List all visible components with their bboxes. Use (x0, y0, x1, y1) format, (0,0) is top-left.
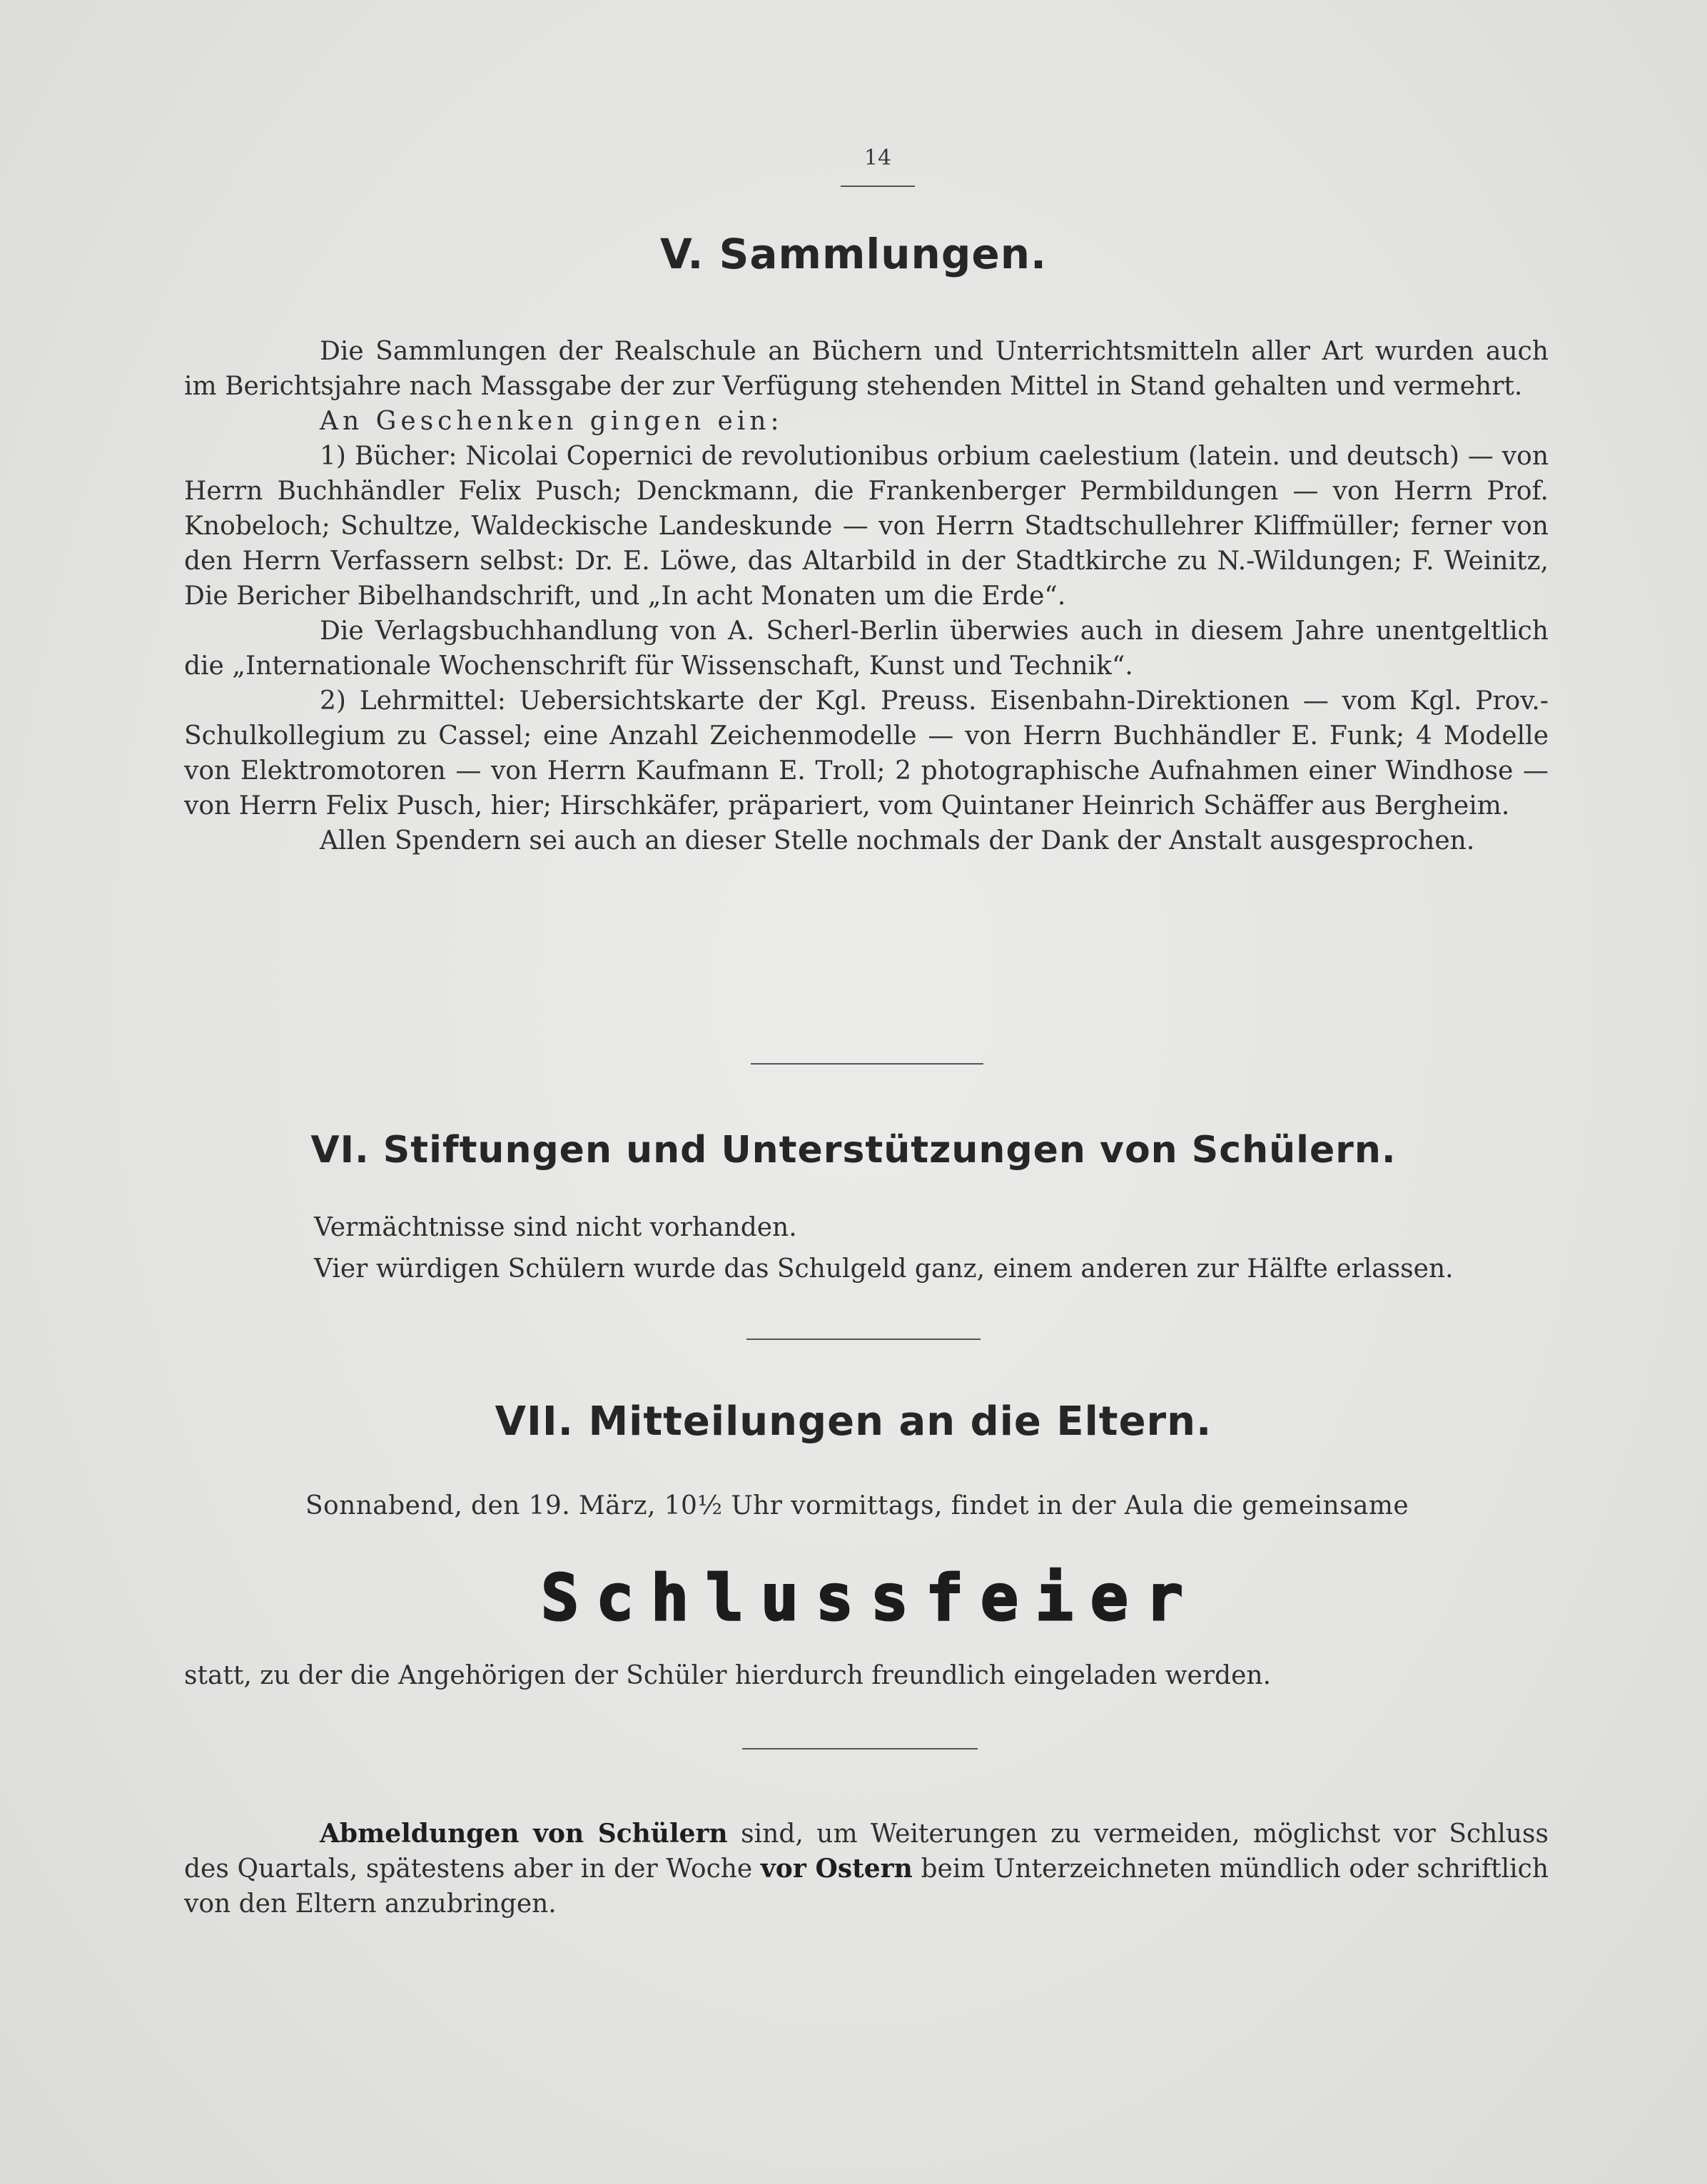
bequest-line: Vermächtnisse sind nicht vorhanden. (314, 1213, 797, 1242)
announcement-line: Sonnabend, den 19. März, 10½ Uhr vormittags, findet in der Aula die gemeinsame (305, 1491, 1409, 1520)
withdrawal-bold-phrase: Abmeldungen von Schülern (320, 1819, 728, 1849)
teaching-aids-paragraph: 2) Lehrmittel: Uebersichtskarte der Kgl. Preuss. Eisenbahn-Direktionen — vom Kgl. Prov.-Schulkollegium zu Cassel; eine Anzahl Zeichenmodelle — von Herrn Buchhändler E. Funk; 4 Modelle von Elektromotoren — von Herrn Kaufmann E. Troll; 2 photographische Aufnahmen einer Windhose — von Herrn Felix Pusch, hier; Hirschkäfer, präpariert, vom Quintaner Heinrich Schäffer aus Bergheim. (184, 686, 1549, 821)
section-6-heading: VI. Stiftungen und Unterstützungen von Schülern. (310, 1129, 1397, 1172)
event-title: Schlussfeier (541, 1561, 1200, 1635)
section-5-body (184, 334, 1549, 858)
section-5-heading: V. Sammlungen. (659, 230, 1048, 278)
gifts-intro (184, 404, 1549, 439)
section-divider-3 (742, 1748, 978, 1749)
withdrawal-bold-deadline: vor Ostern (760, 1854, 913, 1884)
books-paragraph: 1) Bücher: Nicolai Copernici de revolutionibus orbium caelestium (latein. und deutsch) — von Herrn Buchhändler Felix Pusch; Denckmann, die Frankenberger Permbildungen — von Herrn Prof. Knobeloch; Schultze, Waldeckische Landeskunde — von Herrn Stadtschullehrer Kliffmüller; ferner von den Herrn Verfassern selbst: Dr. E. Löwe, das Altarbild in der Stadtkirche zu N.-Wildungen; F. Weinitz, Die Bericher Bibelhandschrift, und „In acht Monaten um die Erde“. (184, 442, 1549, 611)
section-divider-2 (746, 1339, 981, 1340)
withdrawal-text-b: beim Unterzeichneten mündlich oder schriftlich von den Eltern anzubringen. (184, 1854, 1549, 1919)
collections-paragraph: Die Sammlungen der Realschule an Büchern und Unterrichtsmitteln aller Art wurden auch im Berichtsjahre nach Massgabe der zur Verfügung stehenden Mittel in Stand gehalten und vermehrt. (184, 337, 1549, 401)
section-7-heading: VII. Mitteilungen an die Eltern. (495, 1398, 1212, 1445)
withdrawal-text-a: sind, um Weiterungen zu vermeiden, möglichst vor Schluss des Quartals, spätestens aber in der Woche (184, 1819, 1549, 1884)
withdrawal-notice (184, 1817, 1549, 1921)
tuition-waiver-line: Vier würdigen Schülern wurde das Schulgeld ganz, einem anderen zur Hälfte erlassen. (314, 1254, 1454, 1284)
invitation-line: statt, zu der die Angehörigen der Schüler hierdurch freundlich eingeladen werden. (184, 1661, 1272, 1690)
withdrawal-paragraph (184, 1817, 1549, 1921)
section-divider-1 (751, 1063, 983, 1065)
page-number-rule (841, 186, 915, 187)
publisher-paragraph: Die Verlagsbuchhandlung von A. Scherl-Berlin überwies auch in diesem Jahre unentgeltlich die „Internationale Wochenschrift für Wissenschaft, Kunst und Technik“. (184, 616, 1549, 681)
thanks-paragraph: Allen Spendern sei auch an dieser Stelle nochmals der Dank der Anstalt ausgesprochen. (320, 826, 1475, 855)
gifts-intro-text: An Geschenken gingen ein: (320, 407, 784, 436)
page-number: 14 (863, 146, 892, 171)
